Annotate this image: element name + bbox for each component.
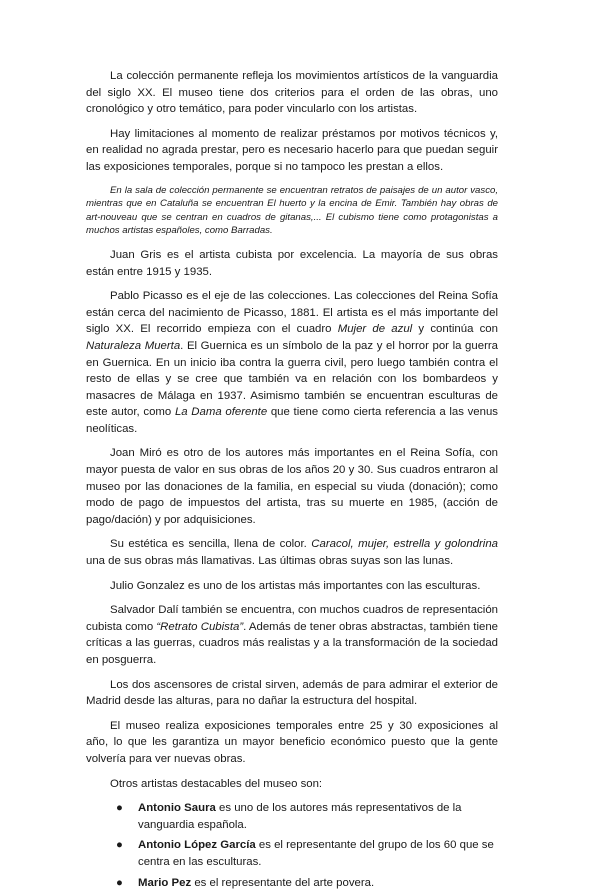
list-item	[86, 875, 498, 892]
picasso-text-1: Pablo Picasso es el eje de las colecciones. Las colecciones del Reina Sofía están cerca del nacimiento de Picasso, 1881. El artista es el más importante del siglo XX. El recorrido empieza con el cuadro	[86, 290, 498, 336]
paragraph-exposiciones: El museo realiza exposiciones temporales entre 25 y 30 exposiciones al año, lo que les garantiza un mayor beneficio económico puesto que la gente volvería para ver nuevas obras.	[86, 719, 498, 765]
paragraph-dali	[86, 602, 498, 668]
list-item	[86, 837, 498, 870]
miro-text-1: Su estética es sencilla, llena de color.	[110, 538, 312, 551]
list-item	[86, 800, 498, 833]
paragraph-miro: Joan Miró es otro de los autores más importantes en el Reina Sofía, con mayor puesta de valor en sus obras de los años 20 y 30. Sus cuadros entraron al museo por las donaciones de la familia, en especial su viuda (donación); como modo de pago de impuestos del artista, tras su muerte en 1985, (acción de pago/dación) y por adquisiciones.	[86, 447, 498, 526]
artist-description: es el representante del arte povera.	[191, 876, 375, 889]
work-mujer-de-azul: Mujer de azul	[337, 323, 413, 336]
paragraph-coleccion: La colección permanente refleja los movimientos artísticos de la vanguardia del siglo XX. El museo tiene dos criterios para el orden de las obras, uno cronológico y otro temático, para poder vincularlo con los artistas.	[86, 70, 498, 116]
work-la-dama-oferente: La Dama oferente	[174, 406, 268, 419]
paragraph-miro-estetica	[86, 536, 498, 569]
work-naturaleza-muerta: Naturaleza Muerta	[86, 339, 181, 352]
document-page	[86, 68, 498, 895]
paragraph-julio-gonzalez: Julio Gonzalez es uno de los artistas más importantes con las esculturas.	[110, 579, 481, 592]
paragraph-ascensores: Los dos ascensores de cristal sirven, además de para admirar el exterior de Madrid desde las alturas, para no dañar la estructura del hospital.	[86, 678, 498, 708]
picasso-text-3: . El Guernica es un símbolo de la paz y el horror por la guerra en Guernica. En un inicio iba contra la guerra civil, pero luego también contra el resto de ellas y se cree que también va en relación con los bombardeos y masacres de Málaga en 1937. Asimismo también se encuentran esculturas de este autor, como	[86, 339, 498, 419]
artists-list	[86, 800, 498, 891]
dali-text-2: . Además de tener obras abstractas, también tiene críticas a las guerras, cuadros más realistas y a la transformación de la sociedad en posguerra.	[86, 620, 498, 666]
paragraph-prestamos: Hay limitaciones al momento de realizar préstamos por motivos técnicos y, en realidad no agrada prestar, pero es necesario hacerlo para que puedan seguir las exposiciones temporales, porque si no tampoco les prestan a ellos.	[86, 127, 498, 173]
work-retrato-cubista: “Retrato Cubista”	[156, 620, 244, 633]
paragraph-picasso	[86, 288, 498, 437]
miro-text-2: una de sus obras más llamativas. Las últimas obras suyas son las lunas.	[86, 555, 454, 568]
artist-name: Antonio López García	[138, 839, 256, 852]
bullet-icon: ●	[116, 802, 123, 815]
bullet-icon: ●	[116, 876, 123, 889]
artist-description: es uno de los autores más representativos de la vanguardia española.	[138, 802, 462, 831]
picasso-text-2: y continúa con	[412, 323, 498, 336]
artist-name: Mario Pez	[138, 876, 192, 889]
dali-text-1: Salvador Dalí también se encuentra, con muchos cuadros de representación cubista como	[86, 604, 498, 633]
note-sala-coleccion: En la sala de colección permanente se encuentran retratos de paisajes de un autor vasco, mientras que en Cataluña se encuentran El huerto y la encina de Emir. También hay obras de art-nouveau que se centran en cuadros de gitanas,... El cubismo tiene como protagonistas a muchos artistas españoles, como Barradas.	[86, 184, 498, 237]
picasso-text-4: que tiene como cierta referencia a las venus neolíticas.	[86, 406, 498, 435]
paragraph-otros-artistas: Otros artistas destacables del museo son:	[110, 777, 323, 790]
artist-name: Antonio Saura	[138, 802, 216, 815]
bullet-icon: ●	[116, 839, 123, 852]
paragraph-juan-gris: Juan Gris es el artista cubista por excelencia. La mayoría de sus obras están entre 1915 y 1935.	[86, 248, 498, 278]
work-caracol: Caracol, mujer, estrella y golondrina	[311, 538, 498, 551]
artist-description: es el representante del grupo de los 60 que se centra en las esculturas.	[138, 839, 494, 868]
